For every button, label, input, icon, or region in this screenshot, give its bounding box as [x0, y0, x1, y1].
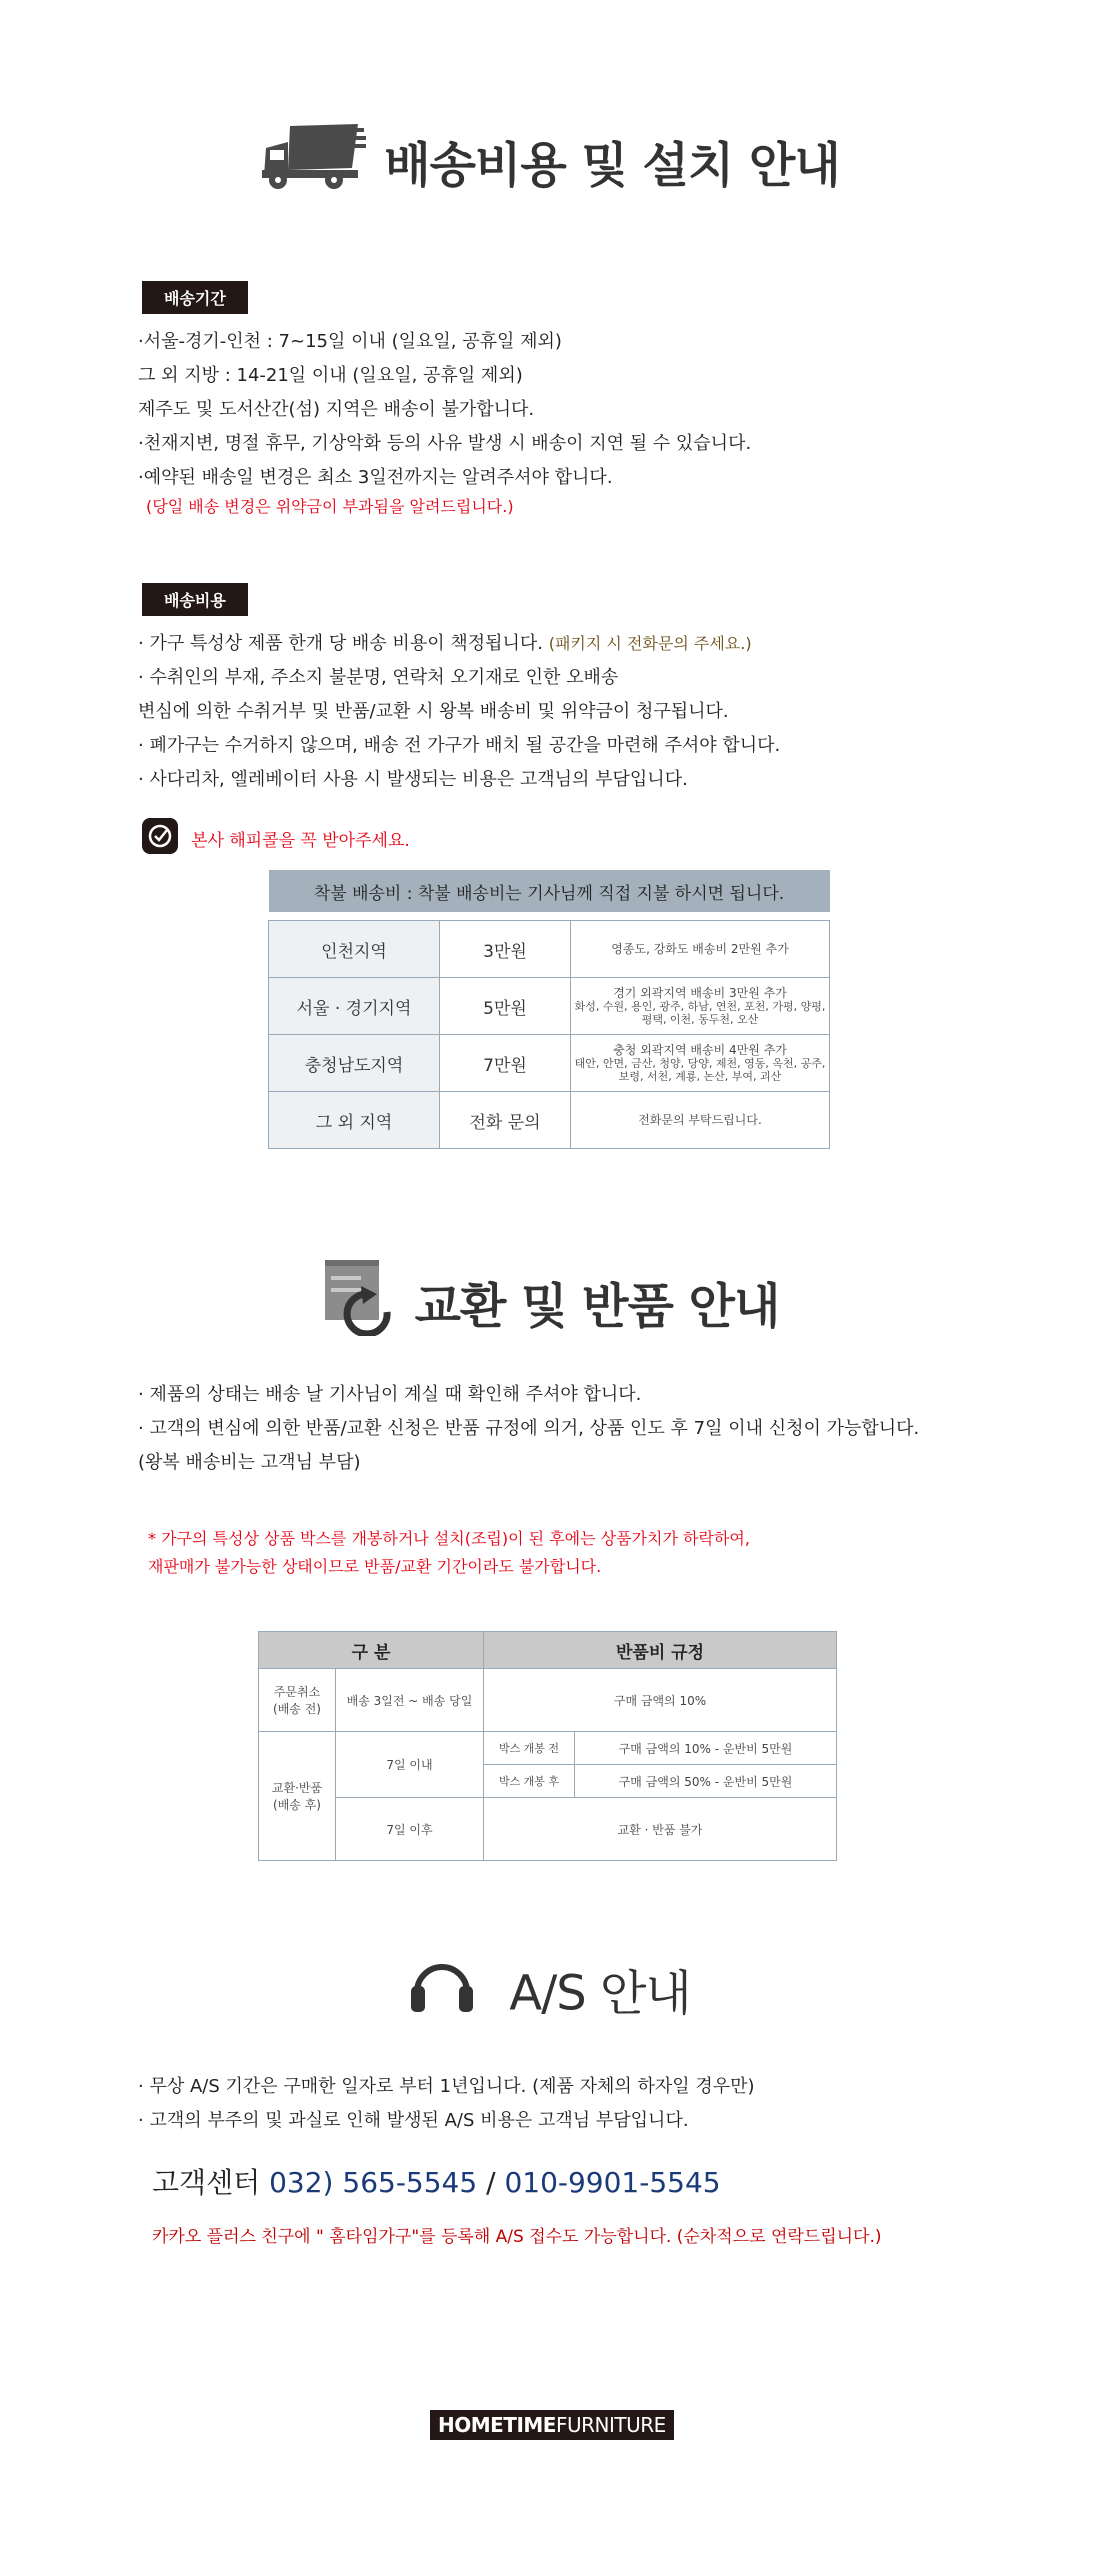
period-line: 그 외 지방 : 14-21일 이내 (일요일, 공휴일 제외) — [138, 365, 523, 386]
happycall-row — [142, 818, 410, 858]
table-header: 구 분 — [259, 1632, 484, 1669]
happycall-text: 본사 해피콜을 꼭 받아주세요. — [191, 830, 410, 851]
period-line: 제주도 및 도서산간(섬) 지역은 배송이 불가합니다. — [138, 399, 535, 420]
period-note: (당일 배송 변경은 위약금이 부과됨을 알려드립니다.) — [146, 497, 514, 516]
period-line: ·서울-경기-인천 : 7~15일 이내 (일요일, 공휴일 제외) — [138, 331, 562, 352]
as-section-title: A/S 안내 — [0, 1952, 1100, 2026]
cost-note: (패키지 시 전화문의 주세요.) — [548, 634, 752, 653]
table-row: 주문취소 (배송 전) 배송 3일전 ~ 배송 당일 구매 금액의 10% — [259, 1669, 837, 1732]
exchange-line: · 고객의 변심에 의한 반품/교환 신청은 반품 규정에 의거, 상품 인도 후 7일 이내 신청이 가능합니다. — [138, 1418, 920, 1439]
as-line: · 고객의 부주의 및 과실로 인해 발생된 A/S 비용은 고객님 부담입니다. — [138, 2110, 689, 2131]
cost-line: · 가구 특성상 제품 한개 당 배송 비용이 책정됩니다. (패키지 시 전화문의 주세요.) — [138, 633, 752, 654]
table-row: 그 외 지역 전화 문의 전화문의 부탁드립니다. — [269, 1092, 830, 1149]
shipping-fee-table — [268, 870, 830, 1149]
kakao-note: 카카오 플러스 친구에 " 홈타임가구"를 등록해 A/S 접수도 가능합니다. (순차적으로 연락드립니다.) — [152, 2227, 882, 2247]
mobile-number[interactable]: 010-9901-5545 — [504, 2166, 721, 2199]
as-line: · 무상 A/S 기간은 구매한 일자로 부터 1년입니다. (제품 자체의 하자일 경우만) — [138, 2076, 755, 2097]
exchange-section-title: 교환 및 반품 안내 — [0, 1256, 1100, 1348]
delivery-section-title: 배송비용 및 설치 안내 — [0, 120, 1100, 202]
cost-line: 변심에 의한 수취거부 및 반품/교환 시 왕복 배송비 및 위약금이 청구됩니다. — [138, 701, 729, 722]
table-row: 7일 이후 교환 · 반품 불가 — [259, 1798, 837, 1861]
exchange-line: · 제품의 상태는 배송 날 기사님이 계실 때 확인해 주셔야 합니다. — [138, 1384, 642, 1405]
headphones-icon — [409, 1952, 475, 2026]
phone-number[interactable]: 032) 565-5545 — [269, 2166, 478, 2199]
exchange-warning: * 가구의 특성상 상품 박스를 개봉하거나 설치(조립)이 된 후에는 상품가치가 하락하여, — [148, 1529, 750, 1548]
check-clock-icon — [142, 818, 178, 858]
table-row: 충청남도지역 7만원 충청 외곽지역 배송비 4만원 추가 태안, 안면, 금산, 청양, 당양, 제천, 영동, 옥천, 공주, 보령, 서천, 계룡, 논산, 부여, 괴산 — [269, 1035, 830, 1092]
table-header: 착불 배송비 : 착불 배송비는 기사님께 직접 지불 하시면 됩니다. — [269, 870, 830, 912]
table-row: 인천지역 3만원 영종도, 강화도 배송비 2만원 추가 — [269, 921, 830, 978]
customer-center: 고객센터 032) 565-5545 / 010-9901-5545 — [152, 2166, 721, 2199]
exchange-line: (왕복 배송비는 고객님 부담) — [138, 1452, 361, 1473]
return-box-icon — [321, 1256, 401, 1348]
table-row: 서울 · 경기지역 5만원 경기 외곽지역 배송비 3만원 추가 화성, 수원, 용인, 광주, 하남, 연천, 포천, 가평, 양평, 평택, 이천, 동두천, 오산 — [269, 978, 830, 1035]
cost-tag: 배송비용 — [142, 583, 248, 616]
table-header: 반품비 규정 — [484, 1632, 837, 1669]
period-line: ·예약된 배송일 변경은 최소 3일전까지는 알려주셔야 합니다. — [138, 467, 613, 488]
truck-icon — [260, 120, 370, 202]
return-fee-table — [258, 1631, 837, 1861]
cost-line: · 수취인의 부재, 주소지 불분명, 연락처 오기재로 인한 오배송 — [138, 667, 619, 688]
table-row: 박스 개봉 후 구매 금액의 50% - 운반비 5만원 — [259, 1765, 837, 1798]
table-row: 교환·반품 (배송 후) 7일 이내 박스 개봉 전 구매 금액의 10% - 운반비 5만원 — [259, 1732, 837, 1765]
cost-line: · 사다리차, 엘레베이터 사용 시 발생되는 비용은 고객님의 부담입니다. — [138, 769, 688, 790]
period-line: ·천재지변, 명절 휴무, 기상악화 등의 사유 발생 시 배송이 지연 될 수 있습니다. — [138, 433, 752, 454]
exchange-warning: 재판매가 불가능한 상태이므로 반품/교환 기간이라도 불가합니다. — [148, 1557, 602, 1576]
period-tag: 배송기간 — [142, 281, 248, 314]
cost-line: · 폐가구는 수거하지 않으며, 배송 전 가구가 배치 될 공간을 마련해 주셔야 합니다. — [138, 735, 781, 756]
brand-logo: HOMETIMEFURNITURE — [430, 2410, 674, 2440]
